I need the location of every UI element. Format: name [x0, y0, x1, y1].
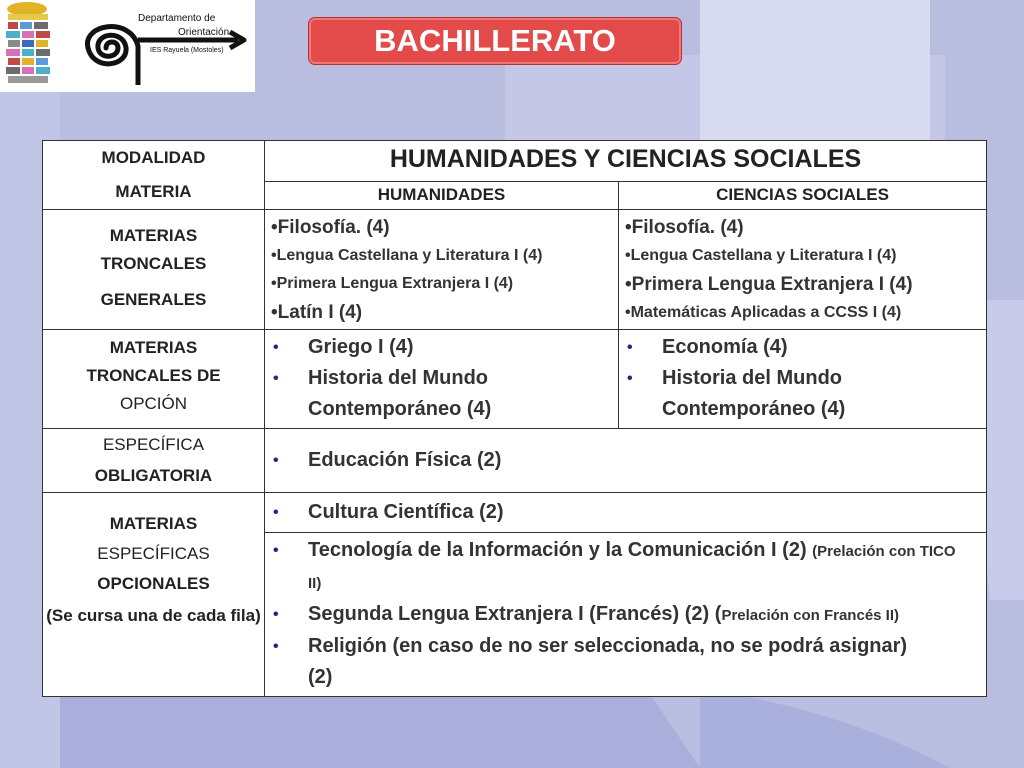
- logo-figure-icon: [0, 0, 62, 92]
- ciencias-opcion-list: [619, 330, 987, 429]
- label-line: ESPECÍFICA: [102, 435, 205, 454]
- troncales-generales-row: [43, 210, 987, 330]
- label-line: OPCIÓN: [119, 394, 188, 413]
- label-line: (Se cursa una de cada fila): [46, 606, 261, 625]
- subjects-table: [42, 140, 987, 697]
- label-line: MATERIAS: [109, 338, 198, 357]
- list-item: •Lengua Castellana y Literatura I (4): [625, 247, 897, 264]
- list-item: • Historia del Mundo Contemporáneo (4): [271, 363, 518, 425]
- especificas-opcionales-label: [43, 493, 265, 697]
- label-line: MATERIAS: [109, 514, 198, 533]
- opcionales-list-1: [265, 493, 987, 533]
- especifica-obligatoria-list: [265, 429, 987, 493]
- label-line: TRONCALES: [100, 254, 207, 273]
- humanidades-header: HUMANIDADES: [265, 181, 619, 209]
- item-main: Tecnología de la Información y la Comunicación I (2): [308, 539, 813, 561]
- label-line: OBLIGATORIA: [94, 466, 213, 485]
- humanidades-troncales-list: [265, 210, 619, 330]
- list-item: [271, 599, 982, 631]
- humanidades-opcion-list: [265, 330, 619, 429]
- list-item: [271, 631, 908, 693]
- list-item: • Historia del Mundo Contemporáneo (4): [625, 363, 872, 425]
- department-logo: [0, 0, 255, 92]
- materia-label: MATERIA: [115, 182, 192, 201]
- opcionales-row-1: [43, 493, 987, 533]
- list-item: •Latín I (4): [271, 302, 363, 323]
- list-item: •Filosofía. (4): [625, 217, 744, 238]
- list-item: [271, 535, 968, 599]
- list-item: • Griego I (4): [271, 332, 614, 363]
- list-item: •Matemáticas Aplicadas a CCSS I (4): [625, 304, 902, 321]
- logo-orientation-text: Orientación: [178, 27, 230, 38]
- item-main: Religión (en caso de no ser seleccionada, no se podrá asignar) (2): [308, 635, 908, 688]
- label-line: MATERIAS: [109, 226, 198, 245]
- logo-school-text: IES Rayuela (Mostoles): [150, 47, 224, 54]
- label-line: TRONCALES DE: [86, 366, 221, 385]
- list-item: • Economía (4): [625, 332, 982, 363]
- modalidad-label: MODALIDAD: [101, 148, 206, 167]
- label-line: OPCIONALES: [97, 574, 210, 593]
- troncales-generales-label: [43, 210, 265, 330]
- label-line: GENERALES: [100, 290, 207, 309]
- troncales-opcion-label: [43, 330, 265, 429]
- ciencias-troncales-list: [619, 210, 987, 330]
- opcionales-list-2: [265, 533, 987, 697]
- item-note: (Prelación con TICO II): [308, 543, 956, 592]
- header-row: [43, 141, 987, 182]
- ciencias-sociales-header: CIENCIAS SOCIALES: [619, 181, 987, 209]
- modalidad-materia-cell: [43, 141, 265, 210]
- list-item: •Primera Lengua Extranjera I (4): [625, 274, 913, 295]
- item-main: Segunda Lengua Extranjera I (Francés) (2) (: [308, 603, 722, 625]
- list-item: •Primera Lengua Extranjera I (4): [271, 275, 514, 292]
- page-title: BACHILLERATO: [308, 17, 682, 65]
- logo-department-text: Departamento de: [138, 13, 216, 24]
- especifica-obligatoria-label: [43, 429, 265, 493]
- item-note: Prelación con Francés II): [721, 607, 899, 624]
- list-item: • Educación Física (2): [271, 445, 982, 476]
- list-item: • Cultura Científica (2): [271, 497, 982, 528]
- especifica-obligatoria-row: [43, 429, 987, 493]
- label-line: ESPECÍFICAS: [97, 544, 210, 563]
- list-item: •Lengua Castellana y Literatura I (4): [271, 247, 543, 264]
- modality-title: HUMANIDADES Y CIENCIAS SOCIALES: [265, 141, 987, 182]
- list-item: •Filosofía. (4): [271, 217, 390, 238]
- troncales-opcion-row: [43, 330, 987, 429]
